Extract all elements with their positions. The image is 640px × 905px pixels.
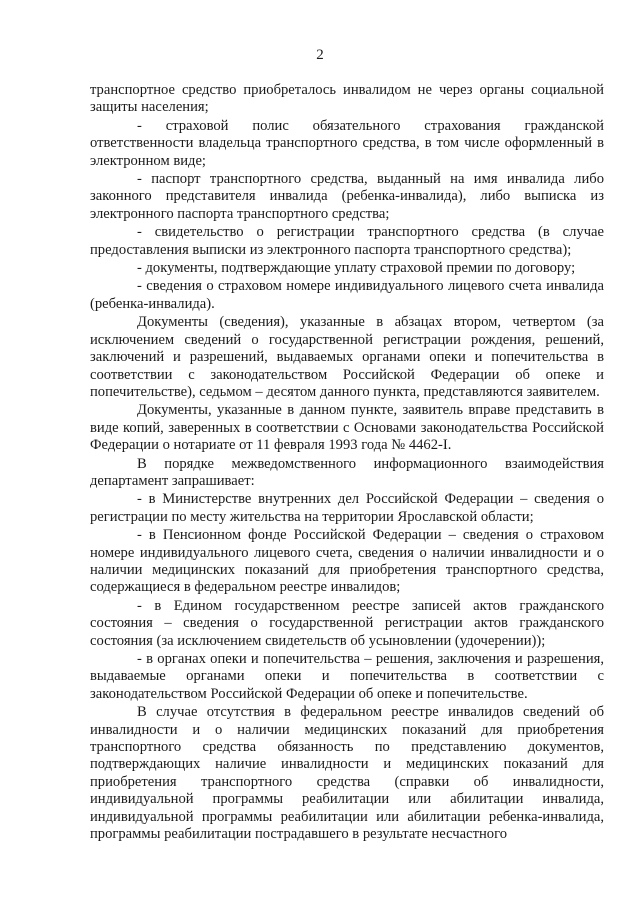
paragraph-absence-of-records: В случае отсутствия в федеральном реестре инвалидов сведений об инвалидности и о наличии медицинских показаний для приобретения транспортного средства обязанность по представлению документов, подтверждающих наличие инвалидности и медицинских показаний для приобретения транспортного средства (справки об инвалидности, индивидуальной программы реабилитации или абилитации инвалида, индивидуальной программы реабилитации или абилитации ребенка-инвалида, программы реабилитации пострадавшего в результате несчастного: [90, 704, 604, 843]
document-body: [90, 82, 604, 844]
paragraph-continuation: транспортное средство приобреталось инвалидом не через органы социальной защиты населения;: [90, 82, 604, 116]
list-item-mvd: - в Министерстве внутренних дел Российской Федерации – сведения о регистрации по месту жительства на территории Ярославской области;: [90, 491, 604, 525]
list-item-insurance-policy: - страховой полис обязательного страхования гражданской ответственности владельца транспортного средства, в том числе оформленный в электронном виде;: [90, 117, 604, 169]
list-item-vehicle-passport: - паспорт транспортного средства, выданный на имя инвалида либо законного представителя инвалида (ребенка-инвалида), либо выписка из электронного паспорта транспортного средства;: [90, 171, 604, 222]
paragraph-interagency-request: В порядке межведомственного информационного взаимодействия департамент запрашивает:: [90, 455, 604, 489]
list-item-guardianship: - в органах опеки и попечительства – решения, заключения и разрешения, выдаваемые органами опеки и попечительства в соответствии с законодательством Российской Федерации об опеке и попечительстве.: [90, 651, 604, 702]
list-item-civil-registry: - в Едином государственном реестре записей актов гражданского состояния – сведения о государственной регистрации актов гражданского состояния (за исключением свидетельств об усыновлении (удочерении));: [90, 597, 604, 649]
page-number: 2: [316, 47, 324, 63]
paragraph-copies: Документы, указанные в данном пункте, заявитель вправе представить в виде копий, заверенных в соответствии с Основами законодательства Российской Федерации о нотариате от 11 февраля 1993 года № 4462-I.: [90, 402, 604, 454]
list-item-insurance-payment: - документы, подтверждающие уплату страховой премии по договору;: [137, 260, 576, 277]
list-item-snils: - сведения о страховом номере индивидуального лицевого счета инвалида (ребенка-инвалида).: [90, 278, 604, 312]
list-item-pension-fund: - в Пенсионном фонде Российской Федерации – сведения о страховом номере индивидуального лицевого счета, сведения о наличии инвалидности и о наличии медицинских показаний для приобретения транспортного средства, содержащиеся в федеральном реестре инвалидов;: [90, 527, 604, 596]
list-item-registration-certificate: - свидетельство о регистрации транспортного средства (в случае предоставления выписки из электронного паспорта транспортного средства);: [90, 224, 604, 258]
paragraph-documents-submitted: Документы (сведения), указанные в абзацах втором, четвертом (за исключением сведений о государственной регистрации рождения, решений, заключений и разрешений, выдаваемых органами опеки и попечительства в соответствии с законодательством Российской Федерации об опеке и попечительстве), седьмом – десятом данного пункта, представляются заявителем.: [90, 314, 604, 400]
